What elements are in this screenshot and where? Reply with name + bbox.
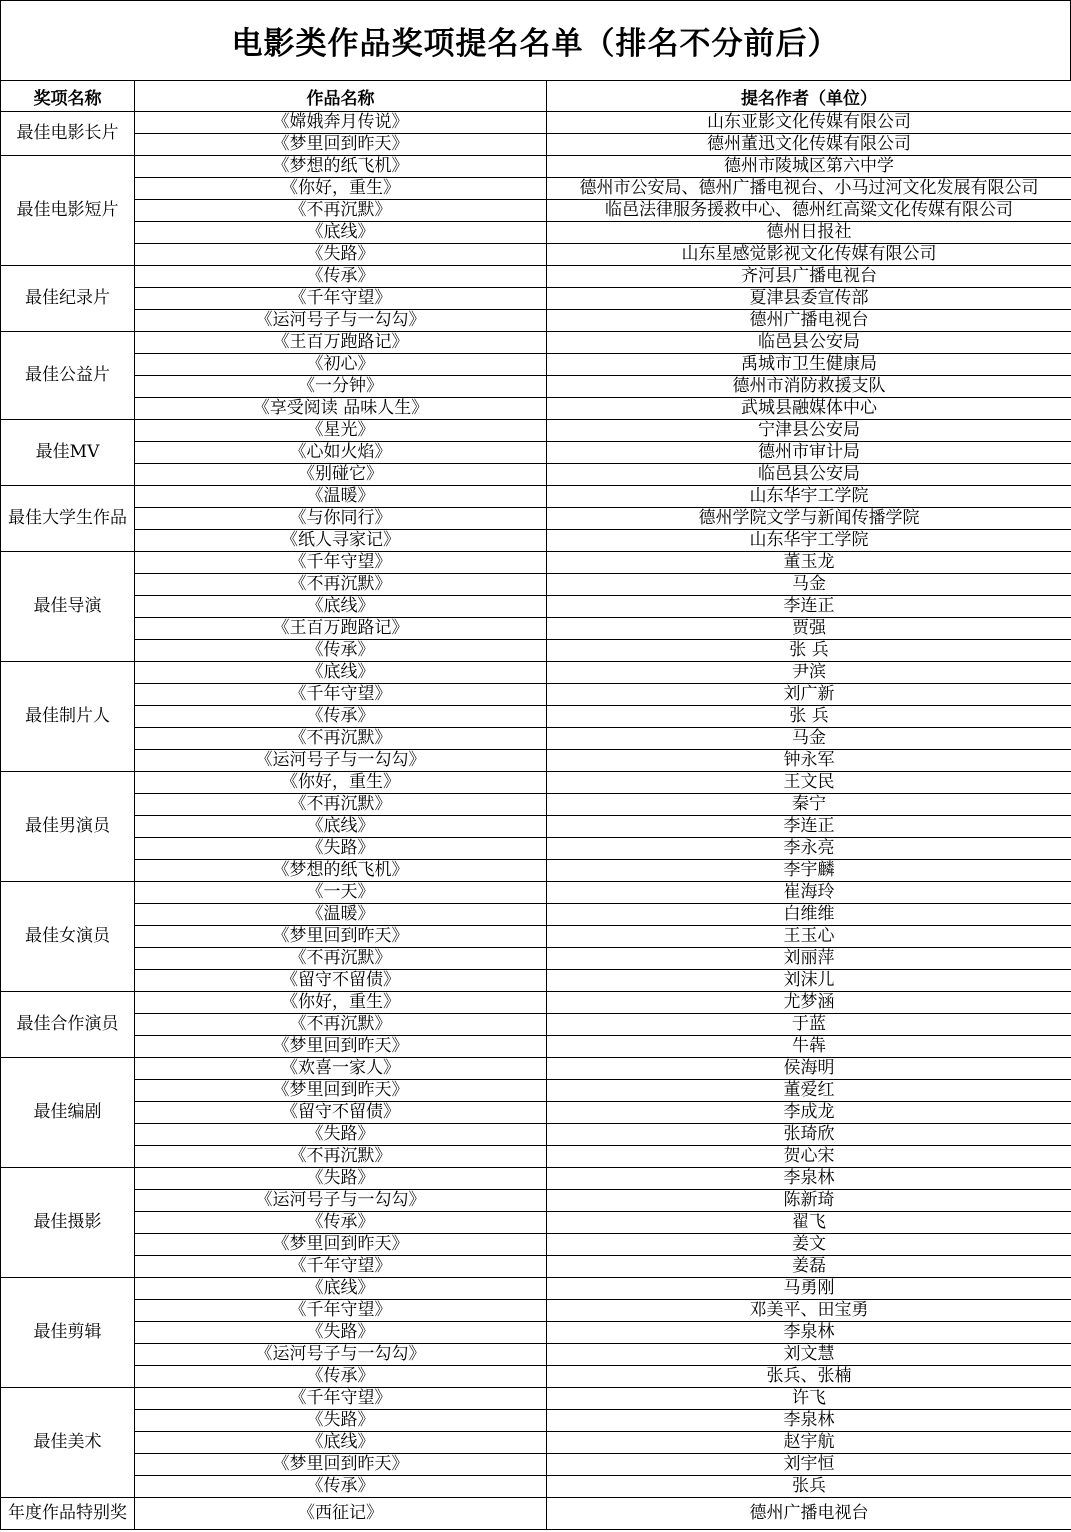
table-row: [1, 926, 1071, 948]
work-title-cell: 《传承》: [135, 640, 547, 662]
table-row: [1, 420, 1071, 442]
nominee-cell: 刘丽萍: [547, 948, 1071, 970]
table-row: [1, 112, 1071, 134]
nominee-cell: 崔海玲: [547, 882, 1071, 904]
nominee-cell: 翟飞: [547, 1212, 1071, 1234]
nominee-cell: 刘宇恒: [547, 1454, 1071, 1476]
table-row: [1, 222, 1071, 244]
table-row: [1, 1344, 1071, 1366]
nominee-cell: 德州广播电视台: [547, 1498, 1071, 1530]
nominee-cell: 山东华宇工学院: [547, 530, 1071, 552]
nominee-cell: 秦宁: [547, 794, 1071, 816]
award-name-cell: 最佳美术: [1, 1388, 135, 1498]
nominee-cell: 陈新琦: [547, 1190, 1071, 1212]
work-title-cell: 《别碰它》: [135, 464, 547, 486]
table-row: [1, 1432, 1071, 1454]
work-title-cell: 《留守不留债》: [135, 970, 547, 992]
table-row: [1, 1234, 1071, 1256]
work-title-cell: 《传承》: [135, 1366, 547, 1388]
table-row: [1, 1366, 1071, 1388]
nominee-cell: 马金: [547, 728, 1071, 750]
nominee-cell: 钟永军: [547, 750, 1071, 772]
table-row: [1, 508, 1071, 530]
table-row: [1, 288, 1071, 310]
work-title-cell: 《温暖》: [135, 904, 547, 926]
work-title-cell: 《欢喜一家人》: [135, 1058, 547, 1080]
table-row: [1, 1102, 1071, 1124]
work-title-cell: 《底线》: [135, 1432, 547, 1454]
nominee-cell: 李泉林: [547, 1322, 1071, 1344]
table-row: [1, 618, 1071, 640]
work-title-cell: 《梦里回到昨天》: [135, 134, 547, 156]
work-title-cell: 《一分钟》: [135, 376, 547, 398]
table-row: [1, 772, 1071, 794]
nominee-cell: 李连正: [547, 816, 1071, 838]
work-title-cell: 《底线》: [135, 1278, 547, 1300]
table-row: [1, 1168, 1071, 1190]
nominee-cell: 德州市陵城区第六中学: [547, 156, 1071, 178]
nominee-cell: 李宇麟: [547, 860, 1071, 882]
nominee-cell: 董玉龙: [547, 552, 1071, 574]
nominee-cell: 临邑县公安局: [547, 332, 1071, 354]
table-row: [1, 1256, 1071, 1278]
nominee-cell: 德州董迅文化传媒有限公司: [547, 134, 1071, 156]
nominee-cell: 张 兵: [547, 706, 1071, 728]
award-name-cell: 最佳导演: [1, 552, 135, 662]
nominee-cell: 李泉林: [547, 1410, 1071, 1432]
table-row: [1, 882, 1071, 904]
work-title-cell: 《失路》: [135, 1410, 547, 1432]
work-title-cell: 《传承》: [135, 266, 547, 288]
award-name-cell: 最佳摄影: [1, 1168, 135, 1278]
nominee-cell: 王文民: [547, 772, 1071, 794]
work-title-cell: 《传承》: [135, 1476, 547, 1498]
nominee-cell: 德州市公安局、德州广播电视台、小马过河文化发展有限公司: [547, 178, 1071, 200]
table-row: [1, 244, 1071, 266]
table-row: [1, 860, 1071, 882]
award-name-cell: 最佳MV: [1, 420, 135, 486]
table-row: [1, 1300, 1071, 1322]
table-row: [1, 464, 1071, 486]
nominee-cell: 尤梦涵: [547, 992, 1071, 1014]
table-row: [1, 310, 1071, 332]
page-title: 电影类作品奖项提名名单（排名不分前后）: [231, 26, 840, 62]
work-title-cell: 《梦里回到昨天》: [135, 1080, 547, 1102]
nominee-cell: 董爱红: [547, 1080, 1071, 1102]
table-row: [1, 1190, 1071, 1212]
work-title-cell: 《不再沉默》: [135, 200, 547, 222]
work-title-cell: 《梦里回到昨天》: [135, 1454, 547, 1476]
table-row: [1, 1388, 1071, 1410]
table-row: [1, 1278, 1071, 1300]
table-row: [1, 684, 1071, 706]
table-row: [1, 354, 1071, 376]
award-name-cell: 最佳电影短片: [1, 156, 135, 266]
table-row: [1, 398, 1071, 420]
nominee-cell: 于蓝: [547, 1014, 1071, 1036]
table-row: [1, 1014, 1071, 1036]
header-work: 作品名称: [135, 81, 547, 112]
work-title-cell: 《留守不留债》: [135, 1102, 547, 1124]
work-title-cell: 《运河号子与一勾勾》: [135, 1344, 547, 1366]
nominee-cell: 姜磊: [547, 1256, 1071, 1278]
work-title-cell: 《运河号子与一勾勾》: [135, 1190, 547, 1212]
nominee-cell: 张兵、张楠: [547, 1366, 1071, 1388]
table-row: [1, 1080, 1071, 1102]
work-title-cell: 《传承》: [135, 706, 547, 728]
work-title-cell: 《不再沉默》: [135, 728, 547, 750]
nominee-cell: 牛犇: [547, 1036, 1071, 1058]
nominee-cell: 赵宇航: [547, 1432, 1071, 1454]
title-row: [0, 0, 1071, 80]
nominee-cell: 张 兵: [547, 640, 1071, 662]
nominee-cell: 德州广播电视台: [547, 310, 1071, 332]
table-row: [1, 376, 1071, 398]
table-row: [1, 816, 1071, 838]
nominee-cell: 姜文: [547, 1234, 1071, 1256]
work-title-cell: 《你好，重生》: [135, 178, 547, 200]
work-title-cell: 《不再沉默》: [135, 794, 547, 816]
work-title-cell: 《你好，重生》: [135, 772, 547, 794]
award-name-cell: 最佳公益片: [1, 332, 135, 420]
nominee-cell: 山东星感觉影视文化传媒有限公司: [547, 244, 1071, 266]
work-title-cell: 《底线》: [135, 222, 547, 244]
work-title-cell: 《一天》: [135, 882, 547, 904]
work-title-cell: 《千年守望》: [135, 1256, 547, 1278]
nominee-cell: 武城县融媒体中心: [547, 398, 1071, 420]
work-title-cell: 《温暖》: [135, 486, 547, 508]
nominee-cell: 李连正: [547, 596, 1071, 618]
table-row: [1, 1212, 1071, 1234]
nominee-cell: 侯海明: [547, 1058, 1071, 1080]
nominee-cell: 齐河县广播电视台: [547, 266, 1071, 288]
work-title-cell: 《千年守望》: [135, 552, 547, 574]
table-row: [1, 970, 1071, 992]
nominee-cell: 德州市审计局: [547, 442, 1071, 464]
work-title-cell: 《失路》: [135, 244, 547, 266]
work-title-cell: 《嫦娥奔月传说》: [135, 112, 547, 134]
nominee-cell: 夏津县委宣传部: [547, 288, 1071, 310]
award-name-cell: 最佳合作演员: [1, 992, 135, 1058]
nominee-cell: 德州日报社: [547, 222, 1071, 244]
award-name-cell: 最佳制片人: [1, 662, 135, 772]
nominations-table: [0, 80, 1071, 1530]
table-row: [1, 1454, 1071, 1476]
work-title-cell: 《星光》: [135, 420, 547, 442]
table-row: [1, 266, 1071, 288]
nominee-cell: 白维维: [547, 904, 1071, 926]
work-title-cell: 《底线》: [135, 662, 547, 684]
nominee-cell: 德州学院文学与新闻传播学院: [547, 508, 1071, 530]
table-row: [1, 838, 1071, 860]
work-title-cell: 《千年守望》: [135, 684, 547, 706]
nominee-cell: 临邑法律服务援救中心、德州红高粱文化传媒有限公司: [547, 200, 1071, 222]
award-name-cell: 最佳大学生作品: [1, 486, 135, 552]
work-title-cell: 《梦想的纸飞机》: [135, 860, 547, 882]
work-title-cell: 《享受阅读 品味人生》: [135, 398, 547, 420]
nominee-cell: 许飞: [547, 1388, 1071, 1410]
table-row: [1, 948, 1071, 970]
table-row: [1, 442, 1071, 464]
table-row: [1, 662, 1071, 684]
work-title-cell: 《你好，重生》: [135, 992, 547, 1014]
award-name-cell: 最佳女演员: [1, 882, 135, 992]
table-row: [1, 1322, 1071, 1344]
work-title-cell: 《传承》: [135, 1212, 547, 1234]
table-row: [1, 332, 1071, 354]
table-row: [1, 200, 1071, 222]
table-row: [1, 1124, 1071, 1146]
work-title-cell: 《运河号子与一勾勾》: [135, 750, 547, 772]
nominee-cell: 张兵: [547, 1476, 1071, 1498]
table-row: [1, 1146, 1071, 1168]
table-row: [1, 530, 1071, 552]
work-title-cell: 《不再沉默》: [135, 1146, 547, 1168]
nominee-cell: 刘沫儿: [547, 970, 1071, 992]
work-title-cell: 《王百万跑路记》: [135, 332, 547, 354]
table-row: [1, 134, 1071, 156]
work-title-cell: 《不再沉默》: [135, 574, 547, 596]
nominee-cell: 贾强: [547, 618, 1071, 640]
nominee-cell: 邓美平、田宝勇: [547, 1300, 1071, 1322]
table-row: [1, 1410, 1071, 1432]
work-title-cell: 《不再沉默》: [135, 948, 547, 970]
nominee-cell: 宁津县公安局: [547, 420, 1071, 442]
nominee-cell: 尹滨: [547, 662, 1071, 684]
work-title-cell: 《梦想的纸飞机》: [135, 156, 547, 178]
work-title-cell: 《千年守望》: [135, 1388, 547, 1410]
table-row: [1, 1058, 1071, 1080]
table-row: [1, 904, 1071, 926]
award-name-cell: 最佳男演员: [1, 772, 135, 882]
work-title-cell: 《与你同行》: [135, 508, 547, 530]
table-row: [1, 1498, 1071, 1530]
work-title-cell: 《初心》: [135, 354, 547, 376]
award-name-cell: 年度作品特别奖: [1, 1498, 135, 1530]
work-title-cell: 《梦里回到昨天》: [135, 1036, 547, 1058]
work-title-cell: 《梦里回到昨天》: [135, 926, 547, 948]
award-name-cell: 最佳电影长片: [1, 112, 135, 156]
table-row: [1, 706, 1071, 728]
nominee-cell: 马勇刚: [547, 1278, 1071, 1300]
nominee-cell: 山东亚影文化传媒有限公司: [547, 112, 1071, 134]
work-title-cell: 《千年守望》: [135, 288, 547, 310]
nominee-cell: 刘文慧: [547, 1344, 1071, 1366]
table-row: [1, 992, 1071, 1014]
table-row: [1, 486, 1071, 508]
header-nominee: 提名作者（单位）: [547, 81, 1071, 112]
table-row: [1, 156, 1071, 178]
work-title-cell: 《失路》: [135, 1124, 547, 1146]
award-name-cell: 最佳纪录片: [1, 266, 135, 332]
work-title-cell: 《失路》: [135, 1322, 547, 1344]
table-row: [1, 552, 1071, 574]
work-title-cell: 《不再沉默》: [135, 1014, 547, 1036]
table-row: [1, 728, 1071, 750]
table-row: [1, 640, 1071, 662]
work-title-cell: 《运河号子与一勾勾》: [135, 310, 547, 332]
nominee-cell: 李成龙: [547, 1102, 1071, 1124]
work-title-cell: 《西征记》: [135, 1498, 547, 1530]
table-body: [1, 112, 1071, 1530]
table-row: [1, 596, 1071, 618]
nominee-cell: 李永亮: [547, 838, 1071, 860]
table-row: [1, 750, 1071, 772]
work-title-cell: 《底线》: [135, 596, 547, 618]
header-row: [1, 81, 1071, 112]
nominee-cell: 山东华宇工学院: [547, 486, 1071, 508]
award-name-cell: 最佳剪辑: [1, 1278, 135, 1388]
work-title-cell: 《千年守望》: [135, 1300, 547, 1322]
work-title-cell: 《梦里回到昨天》: [135, 1234, 547, 1256]
table-row: [1, 178, 1071, 200]
work-title-cell: 《纸人寻家记》: [135, 530, 547, 552]
work-title-cell: 《底线》: [135, 816, 547, 838]
work-title-cell: 《王百万跑路记》: [135, 618, 547, 640]
table-row: [1, 574, 1071, 596]
nominee-cell: 马金: [547, 574, 1071, 596]
nominee-cell: 禹城市卫生健康局: [547, 354, 1071, 376]
table-row: [1, 1036, 1071, 1058]
table-row: [1, 1476, 1071, 1498]
nominee-cell: 王玉心: [547, 926, 1071, 948]
nominee-cell: 刘广新: [547, 684, 1071, 706]
work-title-cell: 《失路》: [135, 1168, 547, 1190]
nominee-cell: 李泉林: [547, 1168, 1071, 1190]
nominee-cell: 临邑县公安局: [547, 464, 1071, 486]
table-row: [1, 794, 1071, 816]
nominee-cell: 贺心宋: [547, 1146, 1071, 1168]
nominee-cell: 德州市消防救援支队: [547, 376, 1071, 398]
work-title-cell: 《失路》: [135, 838, 547, 860]
award-name-cell: 最佳编剧: [1, 1058, 135, 1168]
header-award: 奖项名称: [1, 81, 135, 112]
work-title-cell: 《心如火焰》: [135, 442, 547, 464]
nominee-cell: 张琦欣: [547, 1124, 1071, 1146]
